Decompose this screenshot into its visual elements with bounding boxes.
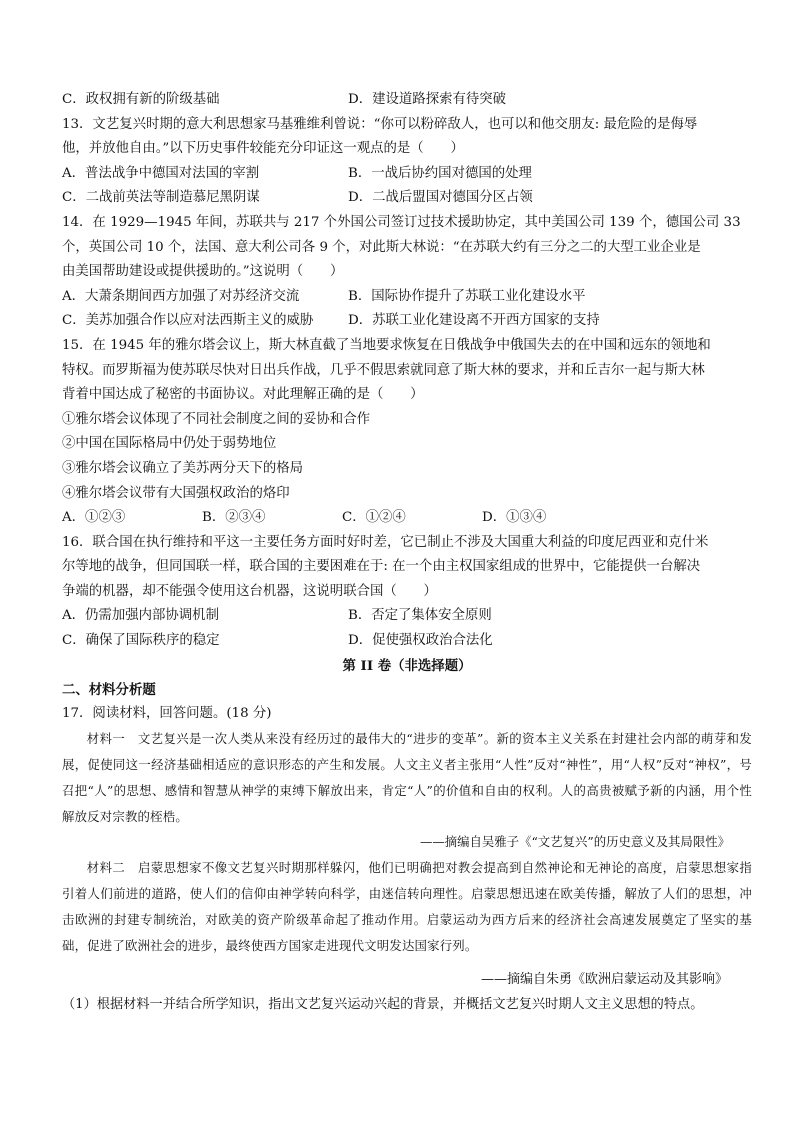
q15-stem-line-2: 特权。而罗斯福为使苏联尽快对日出兵作战，几乎不假思索就同意了斯大林的要求，并和丘吉尔一起与斯大林 [62, 362, 705, 378]
q15-item-3: ③雅尔塔会议确立了美苏两分天下的格局 [62, 460, 304, 476]
q15-option-c: C．①②④ [342, 510, 406, 526]
q14-stem-line-3: 由美国帮助建设或提供援助的。”这说明（ ） [62, 264, 344, 280]
q16-stem-line-3: 争端的机器，却不能强令使用这台机器，这说明联合国（ ） [62, 583, 437, 599]
q17-material-1: 材料一 文艺复兴是一次人类从来没有经历过的最伟大的“进步的变革”。新的资本主义关系在封建社会内部的萌芽和发展，促使同这一经济基础相适应的意识形态的产生和发展。人文主义者主张用“人性”反对“神性”，用“人权”反对“神权”，号召把“人”的思想、感情和智慧从神学的束缚下解放出来，肯定“人”的价值和自由的权利。人的高贵被赋予新的内涵，用个性解放反对宗教的桎梏。 [62, 731, 752, 824]
q16-option-c: C．确保了国际秩序的稳定 [62, 633, 220, 649]
q12-option-d: D．建设道路探索有待突破 [348, 92, 507, 107]
q14-options-ab [62, 285, 752, 310]
q16-option-b: B．否定了集体安全原则 [348, 608, 492, 624]
q13-option-c: C．二战前英法等制造慕尼黑阴谋 [62, 190, 260, 206]
q13-option-d: D．二战后盟国对德国分区占领 [348, 190, 533, 206]
section-heading: 二、材料分析题 [62, 681, 156, 698]
q14-option-a: A．大萧条期间西方加强了对苏经济交流 [62, 288, 300, 304]
q12-options-cd [62, 88, 752, 113]
q13-stem-line-1: 13．文艺复兴时期的意大利思想家马基雅维利曾说：“你可以粉碎敌人，也可以和他交朋友: 最危险的是侮辱 [62, 116, 698, 132]
q14-options-cd [62, 309, 752, 334]
q14-option-c: C．美苏加强合作以应对法西斯主义的威胁 [62, 313, 314, 329]
q13-option-b: B．一战后协约国对德国的处理 [348, 165, 532, 181]
q14-option-b: B．国际协作提升了苏联工业化建设水平 [348, 288, 586, 304]
q17-material-2: 材料二 启蒙思想家不像文艺复兴时期那样躲闪，他们已明确把对教会提高到自然神论和无神论的高度，启蒙思想家指引着人们前进的道路，使人们的信仰由神学转向科学，由迷信转向理性。启蒙思想迅速在欧美传播，解放了人们的思想，冲击欧洲的封建专制统治，对欧美的资产阶级革命起了推动作用。启蒙运动为西方后来的经济社会高速发展奠定了坚实的基础，促进了欧洲社会的进步，最终使西方国家走进现代文明发达国家行列。 [62, 860, 752, 953]
q17-source-2: ——摘编自朱勇《欧洲启蒙运动及其影响》 [480, 971, 728, 987]
q14-stem-line-1: 14．在 1929—1945 年间，苏联共与 217 个外国公司签订过技术援助协定，其中美国公司 139 个，德国公司 33 [62, 214, 741, 230]
exam-page [62, 88, 752, 1017]
q13-options-cd [62, 186, 752, 211]
q15-item-1: ①雅尔塔会议体现了不同社会制度之间的妥协和合作 [62, 411, 370, 427]
q15-item-4: ④雅尔塔会议带有大国强权政治的烙印 [62, 485, 290, 501]
part-ii-title: 第 II 卷（非选择题） [342, 657, 472, 674]
q13-options-ab [62, 162, 752, 187]
q15-options [62, 506, 752, 531]
q15-option-a: A．①②③ [62, 510, 126, 526]
q16-options-ab [62, 604, 752, 629]
q15-item-2: ②中国在国际格局中仍处于弱势地位 [62, 436, 277, 452]
q12-option-c: C．政权拥有新的阶级基础 [62, 92, 220, 107]
q16-options-cd [62, 629, 752, 654]
q15-option-b: B．②③④ [202, 510, 266, 526]
q17-stem: 17．阅读材料，回答问题。(18 分) [62, 705, 272, 721]
q15-stem-line-1: 15．在 1945 年的雅尔塔会议上，斯大林直截了当地要求恢复在日俄战争中俄国失去的在中国和远东的领地和 [62, 337, 711, 353]
q13-stem-line-2: 他，并放他自由。”以下历史事件较能充分印证这一观点的是（ ） [62, 141, 464, 157]
q15-stem-line-3: 背着中国达成了秘密的书面协议。对此理解正确的是（ ） [62, 387, 424, 403]
q17-subquestion-1: （1）根据材料一并结合所学知识，指出文艺复兴运动兴起的背景，并概括文艺复兴时期人文主义思想的特点。 [62, 996, 704, 1012]
q16-option-d: D．促使强权政治合法化 [348, 633, 493, 649]
q16-stem-line-2: 尔等地的战争，但同国联一样，联合国的主要困难在于: 在一个由主权国家组成的世界中，它能提供一台解决 [62, 559, 701, 575]
q13-option-a: A．普法战争中德国对法国的宰割 [62, 165, 260, 181]
q14-stem-line-2: 个，英国公司 10 个，法国、意大利公司各 9 个，对此斯大林说：“在苏联大约有三分之二的大型工业企业是 [62, 239, 701, 255]
q14-option-d: D．苏联工业化建设离不开西方国家的支持 [348, 313, 600, 329]
q17-source-1: ——摘编自吴雅子《“文艺复兴”的历史意义及其局限性》 [419, 834, 730, 850]
q16-stem-line-1: 16．联合国在执行维持和平这一主要任务方面时好时差，它已制止不涉及大国重大利益的印度尼西亚和克什米 [62, 534, 709, 550]
q15-option-d: D．①③④ [482, 510, 547, 526]
q16-option-a: A．仍需加强内部协调机制 [62, 608, 219, 624]
